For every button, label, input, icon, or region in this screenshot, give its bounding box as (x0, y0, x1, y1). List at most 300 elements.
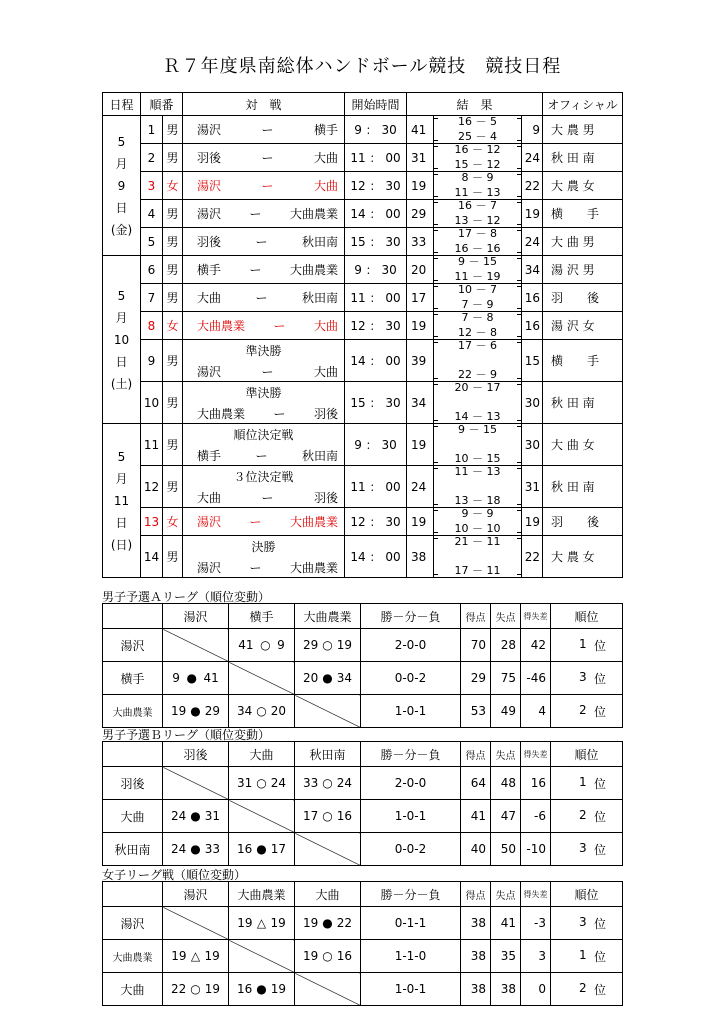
match-line (183, 447, 344, 464)
round-label: 準決勝 (245, 385, 282, 400)
win-draw-loss: 1-0-1 (361, 973, 461, 1006)
rank-value: 2 (579, 980, 587, 995)
match-gender: 男 (163, 200, 183, 228)
schedule-row (103, 536, 623, 578)
first-half: 21 － 11 (454, 535, 501, 548)
versus-dash: ー (261, 490, 274, 505)
second-half: 7 － 9 (461, 298, 494, 311)
score-value: 29 (302, 638, 319, 652)
team-a: 大曲 (197, 291, 222, 305)
date-part: 月 (115, 310, 128, 325)
rank-cell (551, 833, 623, 866)
date-part: (土) (110, 376, 133, 391)
result-cell (407, 466, 543, 508)
stat-header: 得点 (461, 882, 491, 907)
date-part: 5 (117, 288, 126, 303)
schedule-row (103, 228, 623, 256)
date-cell (103, 424, 141, 578)
match-number: 14 (141, 536, 163, 578)
stat-gf: 29 (461, 662, 491, 695)
match-line (183, 405, 344, 422)
score-value: 20 (302, 671, 319, 685)
result-cell (407, 508, 543, 536)
schedule-row (103, 382, 623, 424)
score-line (163, 671, 228, 685)
stat-ga: 38 (491, 973, 521, 1006)
rank-suffix: 位 (593, 809, 606, 824)
opponent-score: 22 (524, 178, 541, 193)
round-label: ３位決定戦 (233, 469, 294, 484)
match-result (295, 767, 361, 800)
match-result (229, 833, 295, 866)
result-mark: ● (190, 842, 201, 856)
opponent-score: 15 (524, 353, 541, 368)
match-line (183, 233, 344, 250)
score-value: 19 (237, 916, 253, 930)
match-number: 5 (141, 228, 163, 256)
match-gender: 男 (163, 144, 183, 172)
page-title: Ｒ７年度県南総体ハンドボール競技 競技日程 (162, 56, 562, 77)
match-teams (183, 144, 345, 172)
score-line (163, 982, 228, 996)
opponent-score: 19 (524, 206, 541, 221)
match-number: 9 (141, 340, 163, 382)
schedule-row (103, 312, 623, 340)
corner-cell (103, 604, 163, 629)
diagonal-cell (229, 940, 295, 973)
first-half: 9 － 15 (458, 423, 498, 436)
score-value: 31 (204, 809, 220, 823)
half-scores (433, 116, 522, 143)
opponent-score: 31 (524, 479, 541, 494)
stat-ga: 35 (491, 940, 521, 973)
first-half: 16 － 12 (454, 143, 501, 156)
team-header: 横手 (229, 604, 295, 629)
rank-line (551, 775, 622, 792)
stat-header: 得失差 (521, 882, 551, 907)
score-line (229, 776, 294, 790)
date-part: 日 (115, 200, 128, 215)
rank-value: 3 (579, 914, 587, 929)
official-team: 羽 後 (543, 508, 623, 536)
stat-diff: -10 (521, 833, 551, 866)
schedule-row (103, 172, 623, 200)
match-line (183, 205, 344, 222)
score-line (295, 638, 360, 652)
start-time: 14 ： 00 (345, 200, 407, 228)
result-cell (407, 536, 543, 578)
team-header: 大曲農業 (295, 604, 361, 629)
result-mark: △ (256, 916, 267, 930)
header-cell: 開始時間 (345, 93, 407, 116)
result-cell (407, 200, 543, 228)
match-line (183, 177, 344, 194)
team-a: 大曲農業 (197, 319, 246, 333)
match-teams (183, 382, 345, 424)
schedule-row (103, 466, 623, 508)
team-a: 湯沢 (197, 123, 222, 137)
match-line (183, 261, 344, 278)
team-b: 羽後 (313, 490, 338, 505)
score-line (295, 776, 360, 790)
second-half: 10 － 10 (454, 522, 501, 535)
score-value: 34 (336, 671, 352, 685)
win-draw-loss: 2-0-0 (361, 629, 461, 662)
date-part: 5 (117, 449, 126, 464)
first-half: 16 － 5 (458, 115, 498, 128)
team-b: 大曲 (313, 179, 338, 193)
corner-cell (103, 742, 163, 767)
team-a: 湯沢 (197, 364, 222, 379)
score-value: 19 (204, 982, 220, 996)
match-teams (183, 116, 345, 144)
league-row (103, 629, 623, 662)
rank-suffix: 位 (593, 638, 606, 653)
match-number: 11 (141, 424, 163, 466)
stat-header: 順位 (551, 604, 623, 629)
result-mark: ○ (322, 776, 333, 790)
result-mark: ● (322, 671, 333, 685)
match-gender: 男 (163, 340, 183, 382)
rank-suffix: 位 (593, 842, 606, 857)
second-half: 12 － 8 (458, 326, 498, 339)
team-b: 大曲 (313, 319, 338, 333)
stat-diff: -46 (521, 662, 551, 695)
first-half: 9 － 15 (458, 255, 498, 268)
score-value: 34 (236, 704, 253, 718)
official-team: 大 農 女 (543, 536, 623, 578)
half-scores (433, 172, 522, 199)
team-b: 横手 (313, 123, 338, 137)
score-value: 31 (236, 776, 253, 790)
schedule-row (103, 116, 623, 144)
second-half: 10 － 15 (454, 452, 501, 465)
versus-dash: ー (255, 448, 268, 463)
rank-cell (551, 629, 623, 662)
stat-ga: 50 (491, 833, 521, 866)
match-teams (183, 536, 345, 578)
team-b: 秋田南 (301, 235, 338, 249)
opponent-score: 24 (524, 234, 541, 249)
first-half: 17 － 8 (458, 227, 498, 240)
stat-ga: 48 (491, 767, 521, 800)
first-half: 16 － 7 (458, 199, 498, 212)
team-b: 大曲農業 (289, 515, 338, 529)
team-a: 湯沢 (197, 515, 222, 529)
second-half: 25 － 4 (458, 130, 498, 143)
half-scores (433, 466, 522, 507)
schedule-row (103, 284, 623, 312)
score-value: 24 (170, 842, 187, 856)
match-number: 6 (141, 256, 163, 284)
league-row (103, 800, 623, 833)
versus-dash: ー (273, 406, 286, 421)
win-draw-loss: 0-0-2 (361, 662, 461, 695)
team-b: 大曲農業 (289, 560, 338, 575)
league-row (103, 695, 623, 728)
header-cell: 日程 (103, 93, 141, 116)
official-team: 秋 田 南 (543, 144, 623, 172)
start-time: 15 ： 30 (345, 228, 407, 256)
stat-header: 得失差 (521, 604, 551, 629)
match-result (163, 833, 229, 866)
total-score: 38 (411, 549, 427, 564)
second-half: 11 － 13 (454, 186, 501, 199)
win-draw-loss: 1-0-1 (361, 695, 461, 728)
result-cell (407, 382, 543, 424)
stat-header: 勝－分－負 (361, 882, 461, 907)
rank-cell (551, 800, 623, 833)
team-header: 大曲 (295, 882, 361, 907)
result-mark: ○ (190, 982, 201, 996)
team-header: 秋田南 (295, 742, 361, 767)
start-time: 11 ： 00 (345, 466, 407, 508)
score-line (295, 949, 360, 963)
second-half: 22 － 9 (458, 368, 498, 381)
date-part: 月 (115, 156, 128, 171)
versus-dash: ー (261, 151, 274, 165)
result-cell (407, 144, 543, 172)
diagonal-cell (229, 662, 295, 695)
team-a: 大曲 (197, 490, 222, 505)
diagonal-cell (295, 973, 361, 1006)
start-time: 12 ： 30 (345, 312, 407, 340)
score-line (229, 842, 294, 856)
date-cell (103, 256, 141, 424)
stat-ga: 47 (491, 800, 521, 833)
win-draw-loss: 0-0-2 (361, 833, 461, 866)
start-time: 14 ： 00 (345, 340, 407, 382)
half-scores (433, 382, 522, 423)
rank-value: 1 (579, 947, 587, 962)
rank-value: 1 (579, 774, 587, 789)
team-name: 横手 (103, 662, 163, 695)
match-teams (183, 200, 345, 228)
result-mark: ● (190, 809, 201, 823)
win-draw-loss: 2-0-0 (361, 767, 461, 800)
league-table (102, 881, 623, 1006)
match-result (163, 973, 229, 1006)
team-header: 大曲 (229, 742, 295, 767)
score-line (229, 982, 294, 996)
league-title: 男子予選Ｂリーグ（順位変動） (102, 728, 271, 742)
date-part: 日 (115, 354, 128, 369)
versus-dash: ー (255, 291, 268, 305)
win-draw-loss: 1-0-1 (361, 800, 461, 833)
score-value: 19 (171, 949, 187, 963)
team-b: 大曲 (313, 364, 338, 379)
official-team: 大 農 男 (543, 116, 623, 144)
date-part: 11 (113, 493, 130, 508)
team-name: 大曲農業 (103, 695, 163, 728)
rank-value: 3 (579, 669, 587, 684)
total-score: 24 (411, 479, 427, 494)
score-value: 33 (302, 776, 319, 790)
score-line (229, 916, 294, 930)
stat-gf: 38 (461, 907, 491, 940)
rank-cell (551, 767, 623, 800)
rank-line (551, 948, 622, 965)
second-half: 13 － 12 (454, 214, 501, 227)
stat-gf: 38 (461, 940, 491, 973)
round-label: 準決勝 (245, 343, 282, 358)
stat-diff: 4 (521, 695, 551, 728)
half-scores (433, 508, 522, 535)
match-number: 8 (141, 312, 163, 340)
opponent-score: 19 (524, 514, 541, 529)
team-name: 秋田南 (103, 833, 163, 866)
versus-dash: ー (255, 235, 268, 249)
first-half: 11 － 13 (454, 465, 501, 478)
total-score: 19 (411, 437, 427, 452)
stat-gf: 64 (461, 767, 491, 800)
opponent-score: 34 (524, 262, 541, 277)
match-number: 3 (141, 172, 163, 200)
match-gender: 男 (163, 466, 183, 508)
header-cell: 順番 (141, 93, 183, 116)
win-draw-loss: 0-1-1 (361, 907, 461, 940)
stat-header: 順位 (551, 742, 623, 767)
versus-dash: ー (249, 515, 262, 529)
first-half: 7 － 8 (461, 311, 494, 324)
match-teams (183, 424, 345, 466)
rank-suffix: 位 (593, 916, 606, 931)
stat-ga: 49 (491, 695, 521, 728)
stat-ga: 28 (491, 629, 521, 662)
score-value: 19 (204, 949, 220, 963)
opponent-score: 30 (524, 437, 541, 452)
team-name: 羽後 (103, 767, 163, 800)
total-score: 33 (411, 234, 427, 249)
half-scores (433, 144, 522, 171)
diagonal-cell (163, 907, 229, 940)
result-mark: △ (190, 949, 201, 963)
corner-cell (103, 882, 163, 907)
diagonal-cell (295, 833, 361, 866)
match-result (163, 940, 229, 973)
team-b: 大曲 (313, 151, 338, 165)
date-cell (103, 116, 141, 256)
team-name: 湯沢 (103, 907, 163, 940)
score-value: 19 (270, 916, 286, 930)
score-value: 9 (172, 671, 180, 685)
rank-suffix: 位 (593, 776, 606, 791)
match-result (229, 907, 295, 940)
second-half: 14 － 13 (454, 410, 501, 423)
half-scores (433, 340, 522, 381)
match-gender: 男 (163, 116, 183, 144)
result-mark: ● (190, 704, 201, 718)
official-team: 秋 田 南 (543, 382, 623, 424)
result-mark: ○ (322, 949, 333, 963)
total-score: 39 (411, 353, 427, 368)
date-part: (金) (110, 222, 133, 237)
team-name: 大曲 (103, 800, 163, 833)
schedule-row (103, 424, 623, 466)
header-cell: 対 戦 (183, 93, 345, 116)
result-cell (407, 256, 543, 284)
match-gender: 女 (163, 172, 183, 200)
second-half: 15 － 12 (454, 158, 501, 171)
score-value: 16 (336, 809, 352, 823)
half-scores (433, 228, 522, 255)
match-line (183, 559, 344, 576)
team-a: 羽後 (197, 235, 222, 249)
second-half: 11 － 19 (454, 270, 501, 283)
official-team: 横 手 (543, 200, 623, 228)
schedule-table (102, 92, 623, 578)
total-score: 29 (411, 206, 427, 221)
second-half: 13 － 18 (454, 494, 501, 507)
schedule-row (103, 144, 623, 172)
stat-header: 勝－分－負 (361, 742, 461, 767)
result-mark: ● (256, 842, 267, 856)
rank-cell (551, 907, 623, 940)
stat-diff: 16 (521, 767, 551, 800)
match-teams (183, 256, 345, 284)
diagonal-cell (295, 695, 361, 728)
stat-diff: -3 (521, 907, 551, 940)
result-mark: ○ (322, 809, 333, 823)
match-line (183, 121, 344, 138)
total-score: 19 (411, 318, 427, 333)
stat-gf: 38 (461, 973, 491, 1006)
match-teams (183, 284, 345, 312)
date-part: 月 (115, 471, 128, 486)
total-score: 31 (411, 150, 427, 165)
league-table (102, 603, 623, 728)
date-part: (日) (110, 537, 133, 552)
score-line (163, 949, 228, 963)
start-time: 12 ： 30 (345, 172, 407, 200)
match-result (163, 695, 229, 728)
stat-header: 勝－分－負 (361, 604, 461, 629)
team-name: 湯沢 (103, 629, 163, 662)
start-time: 12 ： 30 (345, 508, 407, 536)
half-scores (433, 200, 522, 227)
result-cell (407, 284, 543, 312)
team-b: 秋田南 (301, 448, 338, 463)
rank-value: 2 (579, 807, 587, 822)
league-row (103, 833, 623, 866)
versus-dash: ー (261, 123, 274, 137)
schedule-row (103, 200, 623, 228)
stat-diff: -6 (521, 800, 551, 833)
team-a: 大曲農業 (197, 406, 246, 421)
round-label: 決勝 (251, 539, 276, 554)
result-cell (407, 172, 543, 200)
schedule-row (103, 508, 623, 536)
score-value: 24 (336, 776, 352, 790)
first-half: 10 － 7 (458, 283, 498, 296)
total-score: 20 (411, 262, 427, 277)
stat-ga: 75 (491, 662, 521, 695)
rank-line (551, 981, 622, 998)
result-mark: ○ (260, 638, 271, 652)
date-part: 9 (117, 178, 126, 193)
opponent-score: 9 (532, 122, 541, 137)
league-row (103, 940, 623, 973)
versus-dash: ー (249, 263, 262, 277)
score-value: 9 (277, 638, 285, 652)
result-mark: ○ (256, 776, 267, 790)
start-time: 9 ： 30 (345, 424, 407, 466)
team-a: 湯沢 (197, 207, 222, 221)
half-scores (433, 424, 522, 465)
score-value: 29 (204, 704, 220, 718)
match-result (295, 907, 361, 940)
score-value: 24 (170, 809, 187, 823)
